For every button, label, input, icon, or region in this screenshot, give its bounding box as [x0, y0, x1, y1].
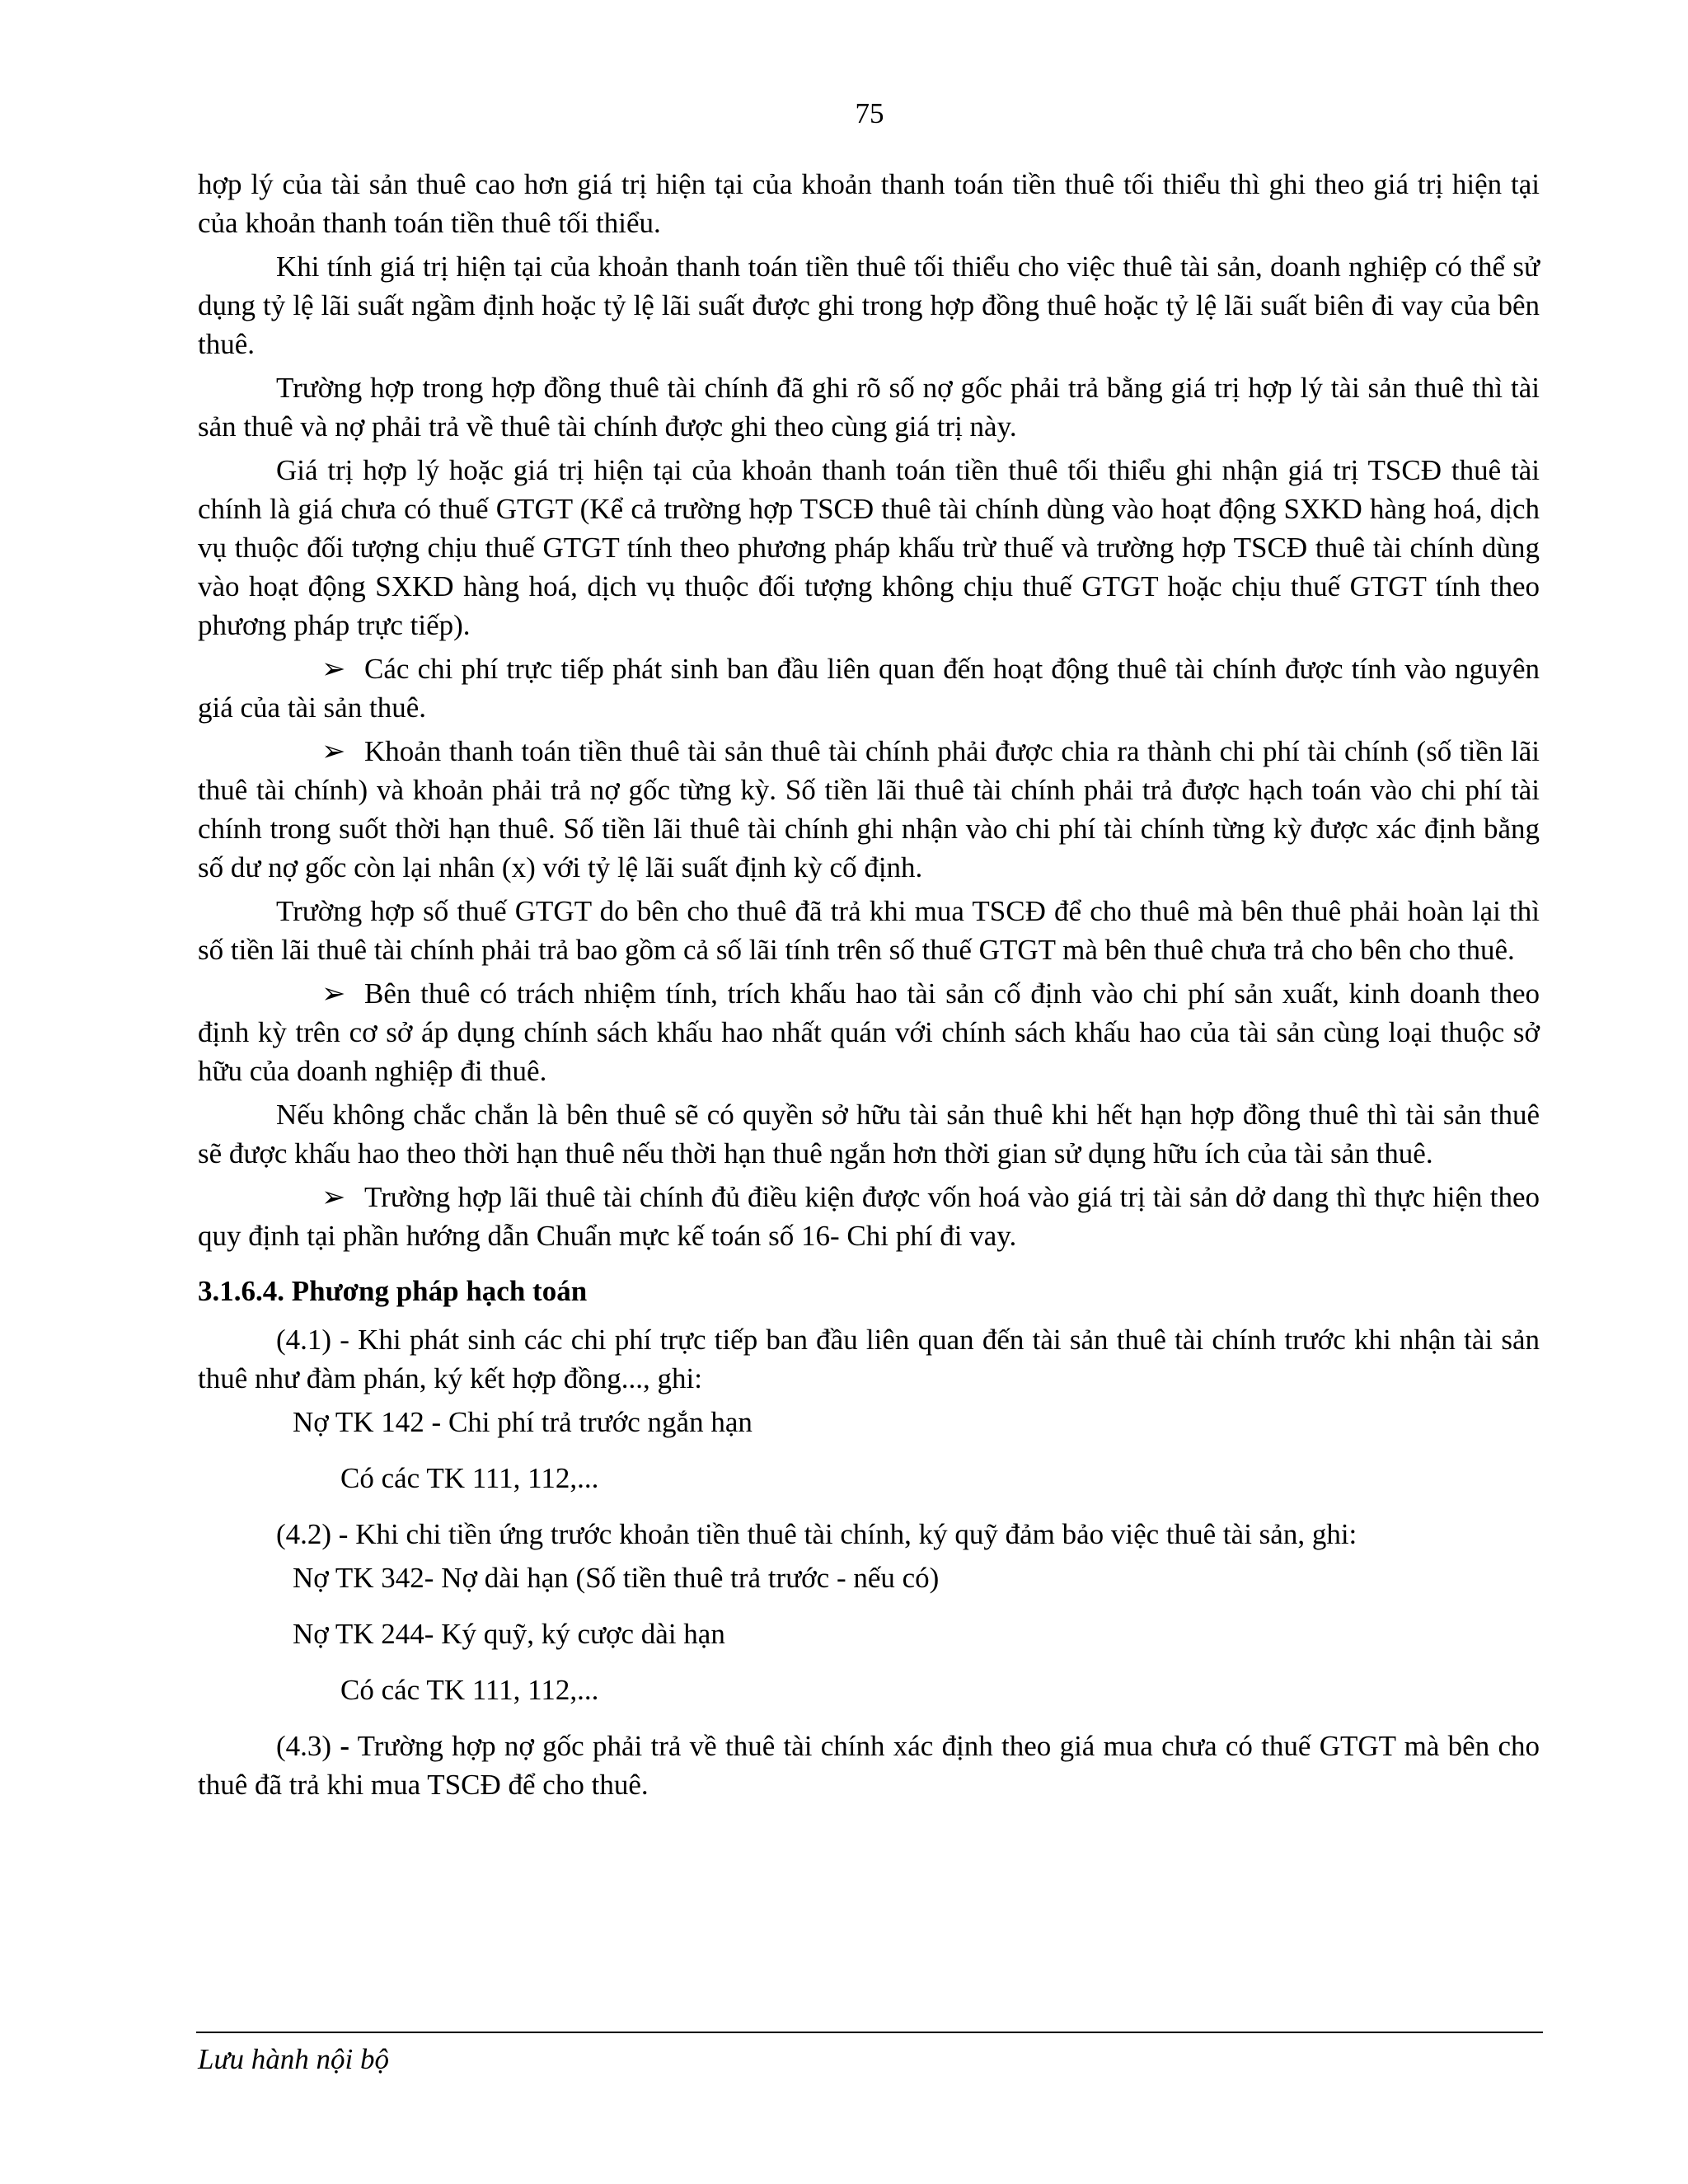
paragraph-present-value: Khi tính giá trị hiện tại của khoản thanh toán tiền thuê tối thiểu cho việc thuê tài sản, doanh nghiệp có thể sử dụng tỷ lệ lãi suất ngầm định hoặc tỷ lệ lãi suất được ghi trong hợp đồng thuê hoặc tỷ lệ lãi suất biên đi vay của bên thuê. — [198, 251, 1540, 360]
step-dash: - — [340, 1730, 349, 1762]
bullet-item-depreciation — [198, 974, 1540, 1090]
method-step-4-2: (4.2) - Khi chi tiền ứng trước khoản tiền thuê tài chính, ký quỹ đảm bảo việc thuê tài sản, ghi: — [276, 1518, 1357, 1550]
section-heading: 3.1.6.4. Phương pháp hạch toán — [198, 1275, 588, 1307]
footer-note: Lưu hành nội bộ — [198, 2043, 390, 2075]
bullet-item-direct-costs — [198, 649, 1540, 727]
paragraph-ownership-uncertain: Nếu không chắc chắn là bên thuê sẽ có quyền sở hữu tài sản thuê khi hết hạn hợp đồng thuê thì tài sản thuê sẽ được khấu hao theo thời hạn thuê nếu thời hạn thuê ngắn hơn thời gian sử dụng hữu ích của tài sản thuê. — [198, 1099, 1540, 1169]
journal-credit-111-112: Có các TK 111, 112,... — [340, 1674, 599, 1706]
arrow-bullet-icon: ➢ — [321, 653, 346, 685]
step-label: (4.3) — [276, 1730, 340, 1762]
paragraph-continuation: hợp lý của tài sản thuê cao hơn giá trị hiện tại của khoản thanh toán tiền thuê tối thiểu thì ghi theo giá trị hiện tại của khoản thanh toán tiền thuê tối thiểu. — [198, 168, 1540, 239]
bullet-text: Trường hợp lãi thuê tài chính đủ điều kiện được vốn hoá vào giá trị tài sản dở dang thì thực hiện theo quy định tại phần hướng dẫn Chuẩn mực kế toán số 16- Chi phí đi vay. — [198, 1181, 1540, 1252]
bullet-text: Các chi phí trực tiếp phát sinh ban đầu liên quan đến hoạt động thuê tài chính được tính vào nguyên giá của tài sản thuê. — [198, 653, 1540, 724]
bullet-text: Khoản thanh toán tiền thuê tài sản thuê tài chính phải được chia ra thành chi phí tài chính (số tiền lãi thuê tài chính) và khoản phải trả nợ gốc từng kỳ. Số tiền lãi thuê tài chính phải trả được hạch toán vào chi phí tài chính trong suốt thời hạn thuê. Số tiền lãi thuê tài chính ghi nhận vào chi phí tài chính từng kỳ được xác định bằng số dư nợ gốc còn lại nhân (x) với tỷ lệ lãi suất định kỳ cố định. — [198, 735, 1540, 883]
arrow-bullet-icon: ➢ — [321, 977, 346, 1010]
method-step-4-3 — [198, 1727, 1540, 1804]
arrow-bullet-icon: ➢ — [321, 735, 346, 767]
journal-debit-244: Nợ TK 244- Ký quỹ, ký cược dài hạn — [293, 1618, 725, 1650]
arrow-bullet-icon: ➢ — [321, 1181, 346, 1213]
journal-credit-111-112: Có các TK 111, 112,... — [340, 1462, 599, 1494]
method-step-4-1: (4.1) - Khi phát sinh các chi phí trực tiếp ban đầu liên quan đến tài sản thuê tài chính trước khi nhận tài sản thuê như đàm phán, ký kết hợp đồng..., ghi: — [198, 1324, 1540, 1394]
step-text: Trường hợp nợ gốc phải trả về thuê tài chính xác định theo giá mua chưa có thuế GTGT mà bên cho thuê đã trả khi mua TSCĐ để cho thuê. — [198, 1730, 1540, 1801]
bullet-item-lease-payment — [198, 732, 1540, 887]
page-number: 75 — [855, 97, 884, 129]
footer-divider — [196, 2032, 1543, 2033]
paragraph-vat-interest: Trường hợp số thuế GTGT do bên cho thuê đã trả khi mua TSCĐ để cho thuê mà bên thuê phải hoàn lại thì số tiền lãi thuê tài chính phải trả bao gồm cả số lãi tính trên số thuế GTGT mà bên thuê chưa trả cho bên cho thuê. — [198, 895, 1540, 966]
journal-debit-142: Nợ TK 142 - Chi phí trả trước ngắn hạn — [293, 1406, 753, 1438]
bullet-text: Bên thuê có trách nhiệm tính, trích khấu hao tài sản cố định vào chi phí sản xuất, kinh doanh theo định kỳ trên cơ sở áp dụng chính sách khấu hao nhất quán với chính sách khấu hao của tài sản cùng loại thuộc sở hữu của doanh nghiệp đi thuê. — [198, 977, 1540, 1087]
bullet-item-capitalization — [198, 1178, 1540, 1255]
journal-debit-342: Nợ TK 342- Nợ dài hạn (Số tiền thuê trả trước - nếu có) — [293, 1562, 940, 1594]
paragraph-vat-exclusive: Giá trị hợp lý hoặc giá trị hiện tại của khoản thanh toán tiền thuê tối thiểu ghi nhận giá trị TSCĐ thuê tài chính là giá chưa có thuế GTGT (Kể cả trường hợp TSCĐ thuê tài chính dùng vào hoạt động SXKD hàng hoá, dịch vụ thuộc đối tượng chịu thuế GTGT tính theo phương pháp khấu trừ thuế và trường hợp TSCĐ thuê tài chính dùng vào hoạt động SXKD hàng hoá, dịch vụ thuộc đối tượng không chịu thuế GTGT hoặc chịu thuế GTGT tính theo phương pháp trực tiếp). — [198, 454, 1540, 641]
paragraph-contract-principal: Trường hợp trong hợp đồng thuê tài chính đã ghi rõ số nợ gốc phải trả bằng giá trị hợp lý tài sản thuê thì tài sản thuê và nợ phải trả về thuê tài chính được ghi theo cùng giá trị này. — [198, 372, 1540, 443]
document-body — [198, 165, 1540, 1809]
